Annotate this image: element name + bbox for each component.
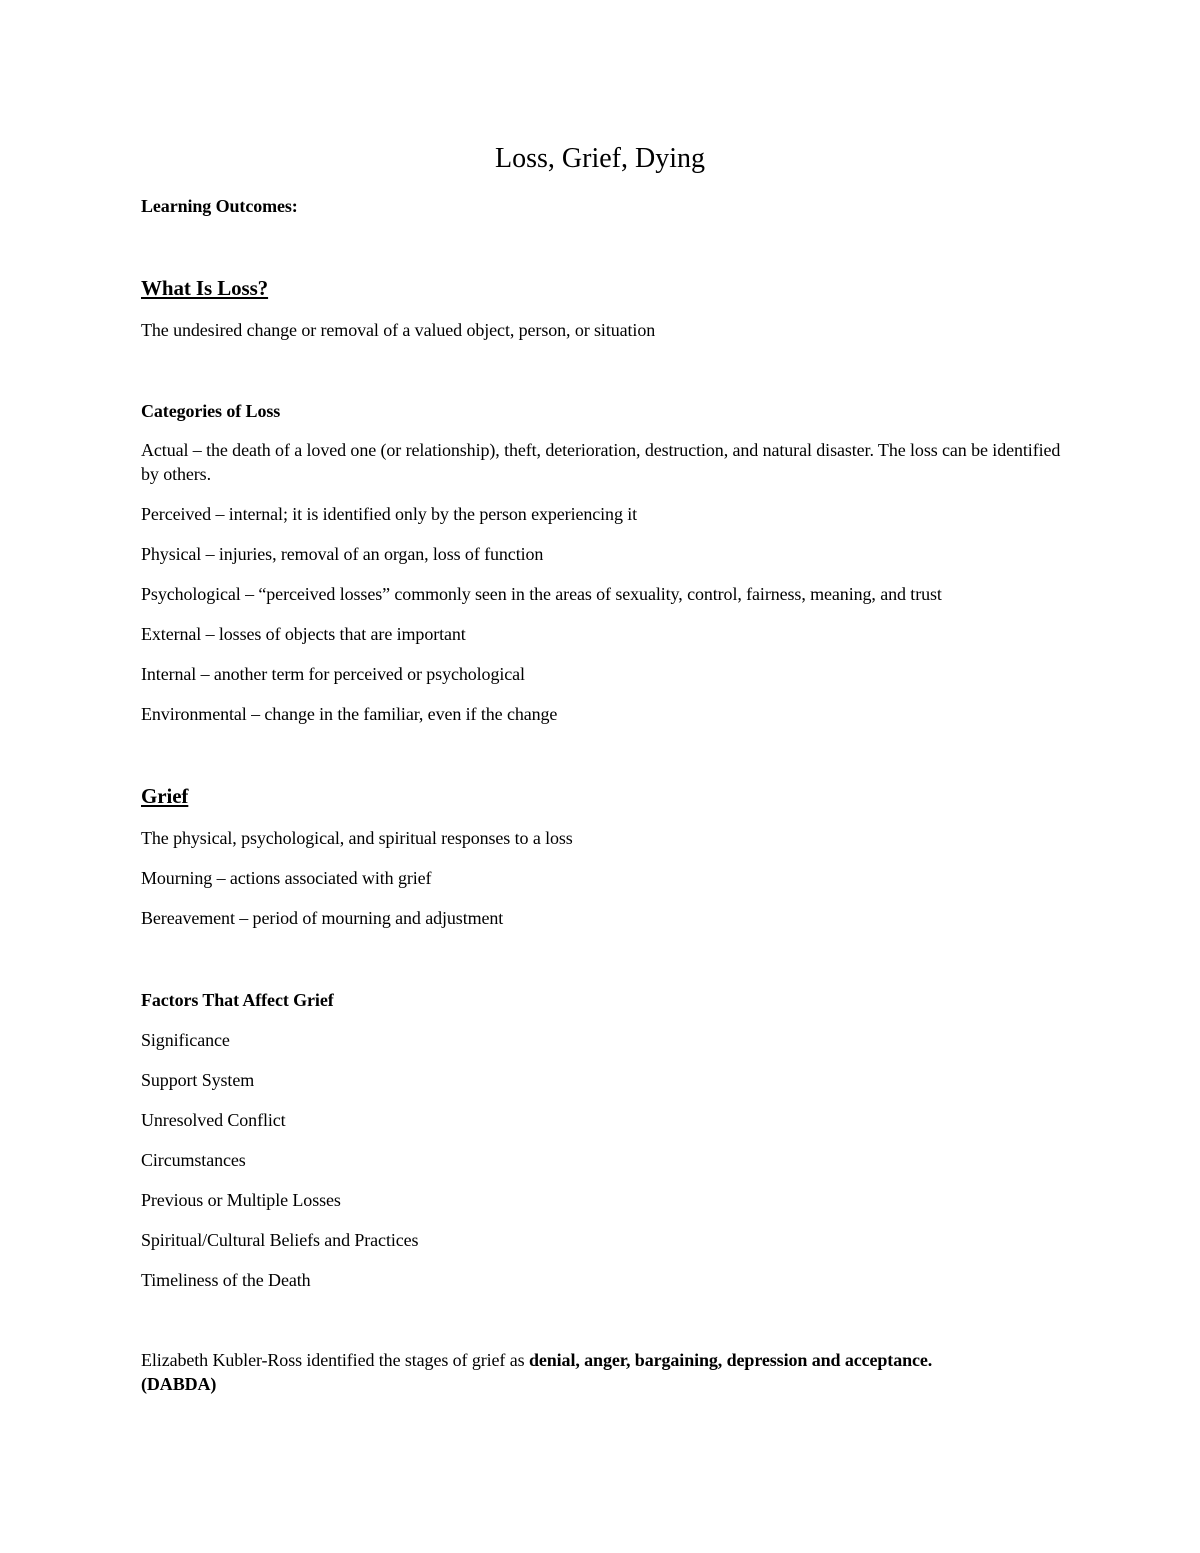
factors-heading: Factors That Affect Grief <box>141 990 334 1010</box>
grief-mourning: Mourning – actions associated with grief <box>141 868 432 888</box>
kubler-ross-stages: denial, anger, bargaining, depression and acceptance. <box>528 1350 933 1370</box>
category-physical: Physical – injuries, removal of an organ, loss of function <box>141 544 544 564</box>
factor-item: Previous or Multiple Losses <box>141 1190 341 1210</box>
category-perceived: Perceived – internal; it is identified only by the person experiencing it <box>141 504 638 524</box>
categories-heading: Categories of Loss <box>141 401 281 421</box>
document-title: Loss, Grief, Dying <box>495 143 705 174</box>
factor-item: Support System <box>141 1070 255 1090</box>
category-external: External – losses of objects that are important <box>141 624 466 644</box>
category-environmental: Environmental – change in the familiar, even if the change <box>141 704 558 724</box>
grief-heading: Grief <box>141 784 189 808</box>
loss-definition: The undesired change or removal of a valued object, person, or situation <box>141 320 656 340</box>
factor-item: Circumstances <box>141 1150 246 1170</box>
learning-outcomes-label: Learning Outcomes: <box>141 196 298 216</box>
kubler-ross-acronym: (DABDA) <box>141 1374 217 1394</box>
kubler-ross-intro: Elizabeth Kubler-Ross identified the stages of grief as <box>141 1350 529 1370</box>
category-actual: Actual – the death of a loved one (or relationship), theft, deterioration, destruction, and natural disaster. The loss can be identified by others. <box>141 440 1061 484</box>
what-is-loss-heading: What Is Loss? <box>141 276 269 300</box>
factor-item: Significance <box>141 1030 230 1050</box>
factor-item: Unresolved Conflict <box>141 1110 286 1130</box>
kubler-ross-paragraph <box>141 1348 932 1372</box>
factor-item: Spiritual/Cultural Beliefs and Practices <box>141 1230 419 1250</box>
grief-bereavement: Bereavement – period of mourning and adjustment <box>141 908 504 928</box>
grief-definition: The physical, psychological, and spiritual responses to a loss <box>141 828 573 848</box>
factor-item: Timeliness of the Death <box>141 1270 311 1290</box>
category-internal: Internal – another term for perceived or psychological <box>141 664 525 684</box>
category-psychological: Psychological – “perceived losses” commonly seen in the areas of sexuality, control, fairness, meaning, and trust <box>141 584 942 604</box>
